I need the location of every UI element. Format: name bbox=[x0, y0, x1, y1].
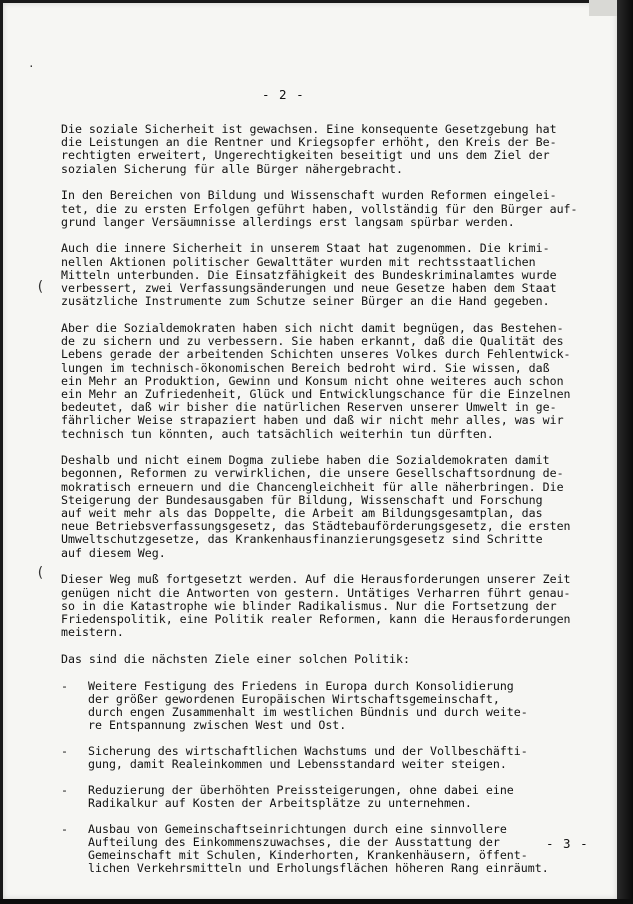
list-dash: - bbox=[61, 743, 68, 758]
text-line: begonnen, Reformen zu verwirklichen, die unsere Gesellschaftsordnung de- bbox=[61, 466, 564, 481]
page-fold-corner bbox=[589, 0, 617, 16]
punch-hole-mark: ( bbox=[36, 279, 45, 295]
text-line: re Entspannung zwischen West und Ost. bbox=[88, 718, 347, 733]
text-line: verbessert, zwei Verfassungsänderungen und neue Gesetze haben dem Staat bbox=[61, 281, 557, 296]
text-line: Aber die Sozialdemokraten haben sich nicht damit begnügen, das Bestehen- bbox=[61, 320, 564, 335]
text-line: Umweltschutzgesetze, das Krankenhausfinanzierungsgesetz sind Schritte bbox=[61, 532, 543, 547]
text-line: ein Mehr an Produktion, Gewinn und Konsum nicht ohne weiteres auch schon bbox=[61, 373, 564, 388]
text-line: Mitteln unterbunden. Die Einsatzfähigkeit des Bundeskriminalamtes wurde bbox=[61, 267, 557, 282]
list-dash: - bbox=[61, 821, 68, 836]
text-line: Deshalb und nicht einem Dogma zuliebe haben die Sozialdemokraten damit bbox=[61, 453, 550, 468]
text-line: Die soziale Sicherheit ist gewachsen. Eine konsequente Gesetzgebung hat bbox=[61, 122, 557, 136]
paragraph bbox=[61, 123, 591, 176]
list-dash: - bbox=[61, 782, 68, 797]
text-line: durch engen Zusammenhalt im westlichen Bündnis und durch weite- bbox=[88, 705, 528, 720]
paragraph bbox=[61, 322, 591, 441]
text-line: Ausbau von Gemeinschaftseinrichtungen durch eine sinnvollere bbox=[88, 821, 507, 836]
text-line: auf diesem Weg. bbox=[61, 545, 166, 560]
text-line: Reduzierung der überhöhten Preissteigerungen, ohne dabei eine bbox=[88, 782, 514, 797]
text-line: Aufteilung des Einkommenszuwachses, die der Ausstattung der bbox=[88, 834, 500, 849]
text-line: ein Mehr an Zufriedenheit, Glück und Entwicklungschance für die Einzelnen bbox=[61, 386, 571, 401]
text-line: Radikalkur auf Kosten der Arbeitsplätze zu unternehmen. bbox=[88, 796, 472, 811]
scan-edge-right bbox=[617, 0, 633, 904]
text-line: zusätzliche Instrumente zum Schutze seiner Bürger an die Hand gegeben. bbox=[61, 294, 550, 309]
text-line: Auch die innere Sicherheit in unserem Staat hat zugenommen. Die krimi- bbox=[61, 241, 550, 256]
text-line: neue Betriebsverfassungsgesetz, das Städtebauförderungsgesetz, die ersten bbox=[61, 519, 571, 534]
scan-speck: · bbox=[28, 60, 35, 73]
text-line: Lebens gerade der arbeitenden Schichten unseres Volkes durch Fehlentwick- bbox=[61, 347, 571, 362]
goals-intro: Das sind die nächsten Ziele einer solchen Politik: bbox=[61, 651, 411, 666]
text-line: genügen nicht die Antworten von gestern. Untätiges Verharren führt genau- bbox=[61, 585, 571, 600]
text-line: Weitere Festigung des Friedens in Europa durch Konsolidierung bbox=[88, 678, 514, 693]
text-line: de zu sichern und zu verbessern. Sie haben erkannt, daß die Qualität des bbox=[61, 334, 564, 349]
text-line: rechtigten erweitert, Ungerechtigkeiten beseitigt und uns dem Ziel der bbox=[61, 148, 550, 163]
paragraph bbox=[61, 573, 591, 639]
page-number-bottom: - 3 - bbox=[546, 836, 589, 851]
text-line: In den Bereichen von Bildung und Wissenschaft wurden Reformen eingelei- bbox=[61, 188, 557, 203]
text-line: meistern. bbox=[61, 625, 124, 640]
text-line: technisch tun könnten, auch tatsächlich weiterhin tun dürften. bbox=[61, 426, 494, 441]
text-line: auf weit mehr als das Doppelte, die Arbeit am Bildungsgesamtplan, das bbox=[61, 506, 543, 521]
goals-list bbox=[61, 680, 591, 876]
text-line: sozialen Sicherung für alle Bürger nähergebracht. bbox=[61, 161, 404, 176]
scan-edge-bottom bbox=[0, 899, 633, 904]
text-line: bedeutet, daß wir bisher die natürlichen Reserven unserer Umwelt in ge- bbox=[61, 400, 557, 415]
text-line: so in die Katastrophe wie blinder Radikalismus. Nur die Fortsetzung der bbox=[61, 598, 557, 613]
text-line: nellen Aktionen politischer Gewalttäter wurden mit rechtsstaatlichen bbox=[61, 254, 536, 269]
paragraph bbox=[61, 189, 591, 229]
list-item bbox=[61, 745, 591, 771]
text-line: lichen Verkehrsmitteln und Erholungsflächen höheren Rang einräumt. bbox=[88, 861, 549, 876]
list-item bbox=[61, 680, 591, 733]
list-dash: - bbox=[61, 678, 68, 693]
text-line: mokratisch erneuern und die Chancengleichheit für alle näherbringen. Die bbox=[61, 479, 564, 494]
text-line: die Leistungen an die Rentner und Kriegsopfer erhöht, den Kreis der Be- bbox=[61, 135, 557, 150]
text-line: Friedenspolitik, eine Politik realer Reformen, kann die Herausforderungen bbox=[61, 612, 571, 626]
text-line: Sicherung des wirtschaftlichen Wachstums und der Vollbeschäfti- bbox=[88, 743, 528, 758]
paragraph bbox=[61, 242, 591, 308]
text-line: der größer gewordenen Europäischen Wirtschaftsgemeinschaft, bbox=[88, 691, 500, 706]
text-line: gung, damit Realeinkommen und Lebensstandard weiter steigen. bbox=[88, 757, 507, 772]
list-item bbox=[61, 823, 591, 876]
text-line: Dieser Weg muß fortgesetzt werden. Auf die Herausforderungen unserer Zeit bbox=[61, 572, 571, 587]
text-line: lungen im technisch-ökonomischen Bereich bedroht wird. Sie wissen, daß bbox=[61, 360, 550, 375]
text-line: Gemeinschaft mit Schulen, Kinderhorten, Krankenhäusern, öffent- bbox=[88, 848, 528, 863]
paragraph bbox=[61, 454, 591, 560]
page-number-top: - 2 - bbox=[262, 87, 305, 102]
text-line: tet, die zu ersten Erfolgen geführt haben, vollständig für den Bürger auf- bbox=[61, 201, 578, 216]
text-line: grund langer Versäumnisse allerdings erst langsam spürbar werden. bbox=[61, 214, 515, 229]
text-line: fährlicher Weise strapaziert haben und daß wir nicht mehr alles, was wir bbox=[61, 413, 564, 428]
document-body bbox=[61, 123, 591, 888]
punch-hole-mark: ( bbox=[36, 565, 45, 581]
list-item bbox=[61, 784, 591, 810]
text-line: Steigerung der Bundesausgaben für Bildung, Wissenschaft und Forschung bbox=[61, 492, 543, 507]
